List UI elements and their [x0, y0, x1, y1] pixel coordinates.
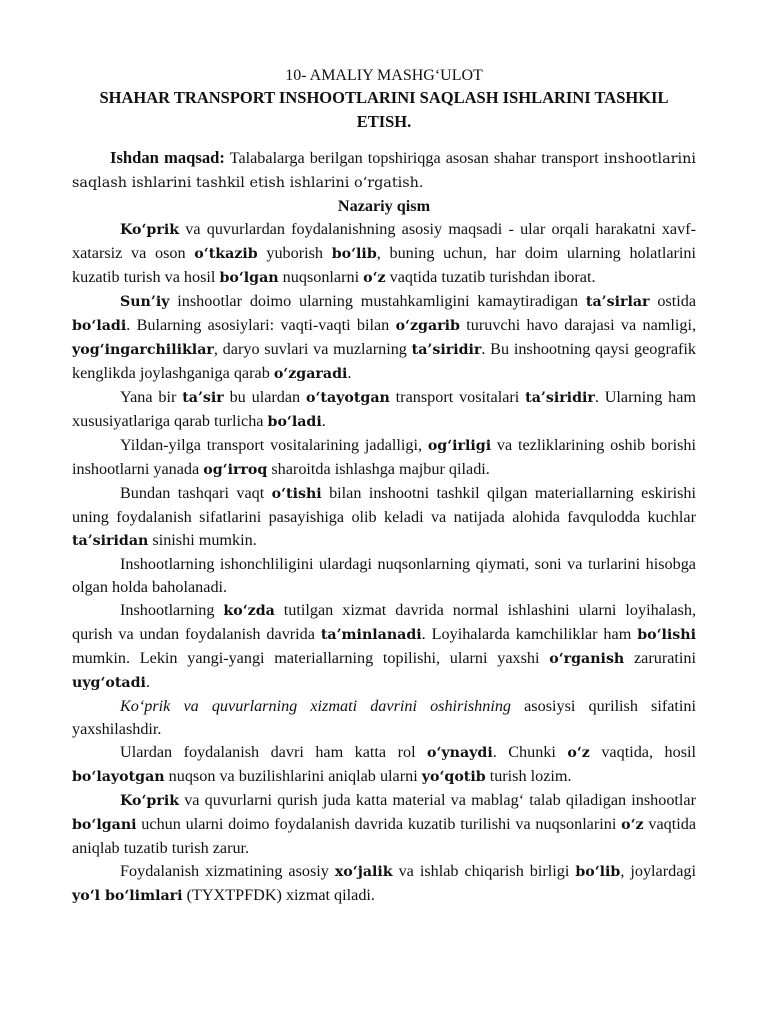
text-run: . Ularning ham xususiyatlariga qarab turlicha	[72, 388, 696, 430]
bold-term: bo‘lgani	[72, 817, 137, 833]
text-run: nuqson va buzilishlarini aniqlab ularni	[164, 767, 422, 785]
bold-term: o‘z	[567, 745, 590, 761]
body-paragraph	[72, 434, 696, 482]
text-run: inshootlar doimo ularning mustahkamligini kamaytiradigan	[169, 292, 586, 310]
body-paragraph	[72, 290, 696, 386]
text-run: ostida	[649, 292, 696, 310]
body-paragraph	[72, 386, 696, 434]
text-run: .	[145, 673, 150, 691]
aim-label: Ishdan maqsad:	[110, 148, 225, 167]
bold-term: o‘ynaydi	[427, 745, 493, 761]
text-run: yuborish	[257, 244, 332, 262]
text-run: zaruratini	[624, 649, 696, 667]
aim-text-a: Talabalarga berilgan topshiriqga asosan shahar transport	[224, 149, 604, 167]
text-run: (TYXTPFDK) xizmat qiladi.	[182, 886, 375, 904]
text-run: . Loyihalarda kamchiliklar ham	[421, 625, 638, 643]
text-run: . Bu inshootning qaysi geografik kenglikda joylashganiga qarab	[72, 340, 697, 382]
bold-term: o‘tkazib	[194, 246, 258, 262]
bold-term: o‘zgaradi	[273, 366, 348, 382]
text-run: Inshootlarning ishonchliligini ulardagi nuqsonlarning qiymati, soni va turlarini hisobga olgan holda baholanadi.	[72, 555, 696, 596]
bold-term: Ko‘prik	[120, 222, 180, 238]
bold-term: bo‘layotgan	[72, 769, 165, 785]
text-run: turish lozim.	[485, 767, 572, 785]
text-run: .	[321, 412, 326, 430]
body-paragraph	[72, 218, 696, 290]
text-run: va quvurlarni qurish juda katta material va mablag‘ talab qiladigan inshootlar	[179, 791, 696, 809]
bold-term: bo‘lgan	[219, 270, 279, 286]
text-run: sharoitda ishlashga majbur qiladi.	[267, 460, 490, 478]
text-run: . Chunki	[492, 743, 568, 761]
bold-term: yo‘l bo‘limlari	[72, 888, 183, 904]
text-run: Bundan tashqari vaqt	[120, 484, 272, 502]
text-run: bilan inshootni tashkil qilgan materiallarning eskirishi uning foydalanish sifatlarini pasayishiga olib keladi va natijada alohida favqulodda kuchlar	[72, 484, 696, 526]
section-title: Nazariy qism	[337, 197, 431, 215]
text-run: Foydalanish xizmatining asosiy	[120, 862, 335, 880]
bold-term: bo‘lib	[331, 246, 377, 262]
bold-term: og‘irligi	[427, 438, 492, 454]
body-paragraph	[72, 789, 696, 860]
bold-term: ta’sir	[182, 390, 224, 406]
bold-term: bo‘lishi	[637, 627, 696, 643]
text-run: , daryo suvlari va muzlarning	[213, 340, 412, 358]
bold-term: ta’minlanadi	[320, 627, 422, 643]
bold-term: ko‘zda	[223, 603, 275, 619]
bold-term: bo‘ladi	[267, 414, 322, 430]
body-paragraph	[72, 599, 696, 695]
bold-term: o‘z	[363, 270, 386, 286]
text-run: uchun ularni doimo foydalanish davrida kuzatib turilishi va nuqsonlarini	[136, 815, 622, 833]
text-run: turuvchi havo darajasi va namligi,	[459, 316, 696, 334]
bold-term: og‘irroq	[203, 462, 268, 478]
body-paragraph	[72, 695, 696, 741]
text-run: mumkin. Lekin yangi-yangi materiallarning topilishi, ularni yaxshi	[72, 649, 550, 667]
text-run: nuqsonlarni	[278, 268, 364, 286]
bold-term: ta’siridir	[525, 390, 595, 406]
aim-text-b: inshootlarini saqlash ishlarini tashkil etish ishlarini o‘rgatish.	[72, 151, 696, 191]
text-run: . Bularning asosiylari: vaqti-vaqti bilan	[126, 316, 396, 334]
text-run: Ulardan foydalanish davri ham katta rol	[120, 743, 428, 761]
aim-paragraph	[72, 146, 696, 195]
text-run: vaqtida tuzatib turishdan iborat.	[385, 268, 596, 286]
bold-term: Ko‘prik	[120, 793, 180, 809]
body-paragraph	[72, 482, 696, 553]
body-text	[72, 218, 696, 908]
bold-term: o‘zgarib	[395, 318, 460, 334]
exercise-number: 10- AMALIY MASHG‘ULOT	[285, 67, 483, 84]
bold-term: uyg‘otadi	[72, 675, 146, 691]
bold-term: xo‘jalik	[334, 864, 393, 880]
bold-term: o‘tishi	[271, 486, 322, 502]
bold-term: bo‘lib	[575, 864, 621, 880]
document-page	[72, 66, 696, 908]
bold-term: o‘z	[621, 817, 644, 833]
bold-term: o‘rganish	[549, 651, 625, 667]
text-run: bu ulardan	[223, 388, 306, 406]
bold-term: o‘tayotgan	[306, 390, 390, 406]
document-title: SHAHAR TRANSPORT INSHOOTLARINI SAQLASH ISHLARINI TASHKIL ETISH.	[99, 88, 669, 131]
text-run: .	[347, 364, 352, 382]
text-run: Yana bir	[120, 388, 183, 406]
body-paragraph	[72, 553, 696, 599]
text-run: Yildan-yilga transport vositalarining jadalligi,	[120, 436, 428, 454]
text-run: va ishlab chiqarish birligi	[392, 862, 576, 880]
text-run: sinishi mumkin.	[148, 531, 257, 549]
text-run: tutilgan xizmat davrida normal ishlashini ularni loyihalash, qurish va undan foydalanish davrida	[72, 601, 696, 643]
body-paragraph	[72, 741, 696, 789]
text-run: Inshootlarning	[120, 601, 224, 619]
bold-term: Sun’iy	[120, 294, 170, 310]
bold-term: yo‘qotib	[421, 769, 486, 785]
text-run: vaqtida, hosil	[589, 743, 696, 761]
text-run: va tezliklarining oshib borishi inshootlarni yanada	[72, 436, 696, 478]
italic-phrase: Ko‘prik va quvurlarning xizmati davrini oshirishning	[120, 697, 512, 715]
text-run: asosiysi qurilish sifatini yaxshilashdir.	[72, 697, 697, 738]
text-run: , joylardagi	[620, 862, 696, 880]
body-paragraph	[72, 860, 696, 908]
bold-term: ta’siridir	[411, 342, 482, 358]
bold-term: yog‘ingarchiliklar	[72, 342, 214, 358]
text-run: vaqtida aniqlab tuzatib turish zarur.	[72, 815, 697, 857]
text-run: , buning uchun, har doim ularning holatlarini kuzatib turish va hosil	[72, 244, 696, 286]
bold-term: bo‘ladi	[72, 318, 127, 334]
bold-term: ta’siridan	[72, 533, 149, 549]
bold-term: ta’sirlar	[585, 294, 650, 310]
text-run: va quvurlardan foydalanishning asosiy maqsadi - ular orqali harakatni xavf-xatarsiz va oson	[72, 220, 696, 262]
text-run: transport vositalari	[389, 388, 526, 406]
